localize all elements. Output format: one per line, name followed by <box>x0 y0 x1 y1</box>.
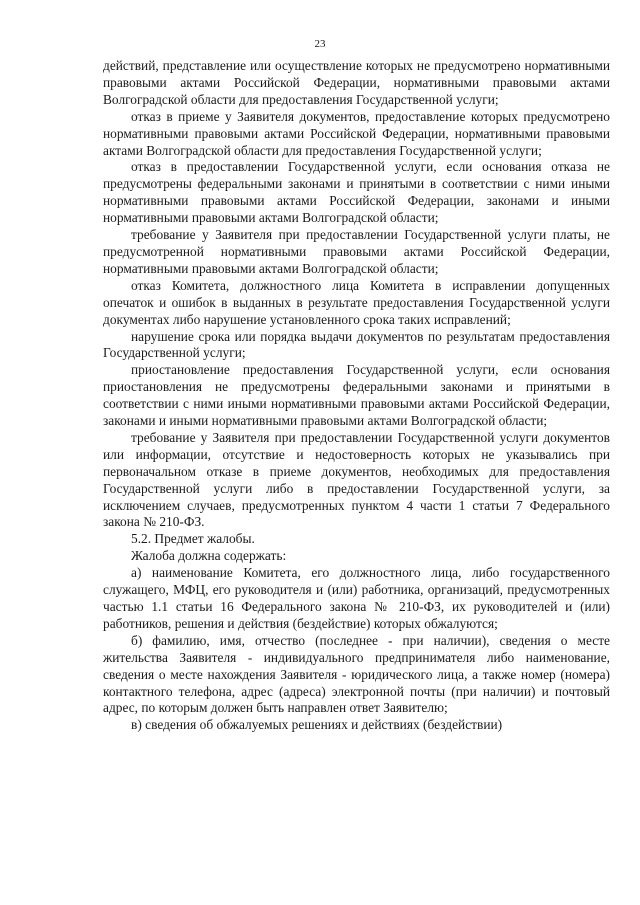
paragraph: приостановление предоставления Государственной услуги, если основания приостановления не предусмотрены федеральными законами и принятыми в соответствии с ними иными нормативными правовыми актами Российской Федерации, законами и иными нормативными правовыми актами Волгоградской области; <box>103 362 610 429</box>
paragraph: отказ Комитета, должностного лица Комитета в исправлении допущенных опечаток и ошибок в выданных в результате предоставления Государственной услуги документах либо нарушение установленного срока таких исправлений; <box>103 277 610 327</box>
paragraph: действий, представление или осуществление которых не предусмотрено нормативными правовыми актами Российской Федерации, нормативными правовыми актами Волгоградской области для предоставления Государственной услуги; <box>103 58 610 107</box>
paragraph: нарушение срока или порядка выдачи документов по результатам предоставления Государственной услуги; <box>103 328 610 361</box>
page-number: 23 <box>314 38 326 50</box>
paragraph: отказ в приеме у Заявителя документов, предоставление которых предусмотрено нормативными правовыми актами Российской Федерации, нормативными правовыми актами Волгоградской области для предоставления Государственной услуги; <box>103 108 610 158</box>
paragraph: а) наименование Комитета, его должностного лица, либо государственного служащего, МФЦ, его руководителя и (или) работника, организаций, предусмотренных частью 1.1 статьи 16 Федерального закона № 210-ФЗ, их руководителей и (или) работников, решения и действия (бездействие) которых обжалуются; <box>103 565 610 631</box>
paragraph: требование у Заявителя при предоставлении Государственной услуги платы, не предусмотренной нормативными правовыми актами Российской Федерации, нормативными правовыми актами Волгоградской области; <box>103 227 610 276</box>
document-body <box>103 58 610 734</box>
paragraph: б) фамилию, имя, отчество (последнее - при наличии), сведения о месте жительства Заявителя - индивидуального предпринимателя либо наименование, сведения о месте нахождения Заявителя - юридического лица, а также номер (номера) контактного телефона, адрес (адреса) электронной почты (при наличии) и почтовый адрес, по которым должен быть направлен ответ Заявителю; <box>103 632 610 716</box>
paragraph: в) сведения об обжалуемых решениях и действиях (бездействии) <box>131 717 503 733</box>
paragraph: Жалоба должна содержать: <box>131 548 287 564</box>
paragraph: отказ в предоставлении Государственной услуги, если основания отказа не предусмотрены федеральными законами и принятыми в соответствии с ними иными нормативными правовыми актами Российской Федерации, законами и иными нормативными правовыми актами Волгоградской области; <box>103 159 610 226</box>
section-heading: 5.2. Предмет жалобы. <box>131 531 255 547</box>
paragraph: требование у Заявителя при предоставлении Государственной услуги документов или информации, отсутствие и недостоверность которых не указывались при первоначальном отказе в приеме документов, необходимых для предоставления Государственной услуги либо в предоставлении Государственной услуги, за исключением случаев, предусмотренных пунктом 4 части 1 статьи 7 Федерального закона № 210-ФЗ. <box>103 429 610 530</box>
